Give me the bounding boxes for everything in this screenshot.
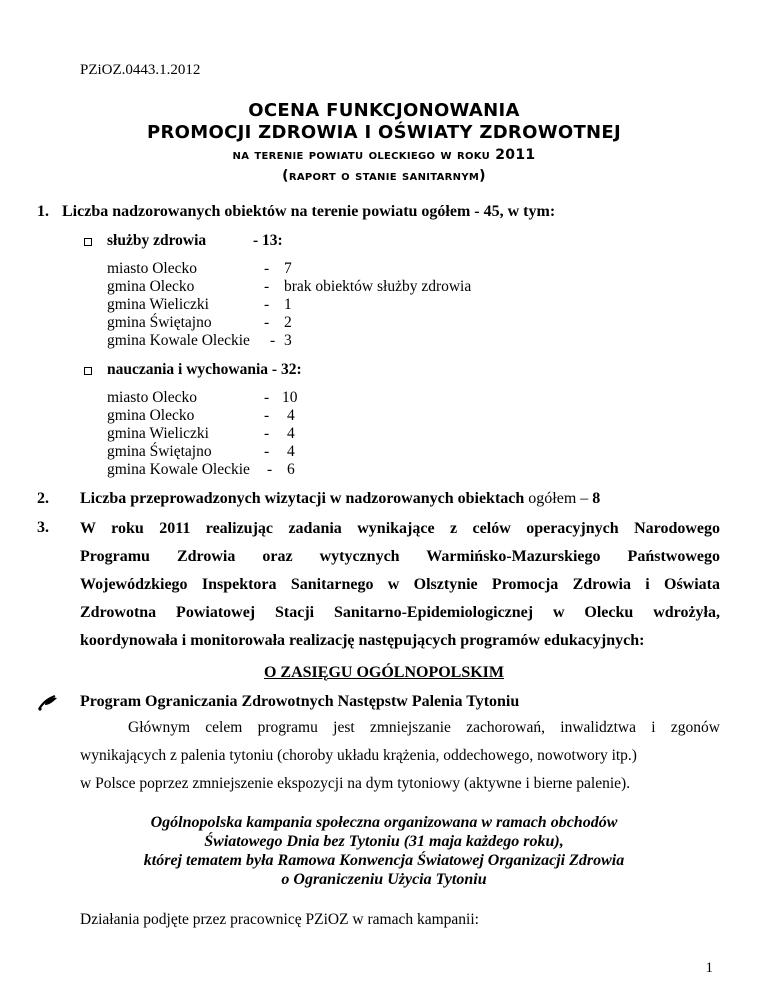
list-item-value: 7 (284, 260, 292, 277)
list-item-dash: - (264, 260, 270, 277)
campaign-line: Światowego Dnia bez Tytoniu (31 maja każdego roku), (204, 833, 564, 850)
section-3-number: 3. (37, 519, 49, 536)
document-reference: PZiOZ.0443.1.2012 (80, 62, 201, 78)
list-item-value: 6 (287, 461, 295, 478)
checkbox-bullet-icon (84, 367, 92, 375)
list-item-value: brak obiektów służby zdrowia (284, 278, 472, 295)
list-item-place: gmina Wieliczki (107, 296, 209, 313)
paragraph-line: koordynowała i monitorowała realizację następujących programów edukacyjnych: (80, 632, 645, 649)
list-item-value: 4 (287, 407, 295, 424)
list-item-place: gmina Kowale Oleckie (107, 332, 250, 349)
paragraph-line: Głównym celem programu jest zmniejszanie zachorowań, inwalidztwa i zgonów (128, 719, 720, 736)
list-item-place: gmina Olecko (107, 278, 195, 295)
list-item-place: gmina Świętajno (107, 443, 212, 460)
list-item-dash: - (264, 389, 270, 406)
section-2-bold: Liczba przeprowadzonych wizytacji w nadzorowanych obiektach (80, 490, 525, 507)
group-education-label: nauczania i wychowania - 32: (107, 361, 302, 378)
list-item-place: gmina Olecko (107, 407, 195, 424)
list-item-value: 10 (282, 389, 298, 406)
paragraph-line: Programu Zdrowia oraz wytycznych Warmińsko-Mazurskiego Państwowego (80, 548, 720, 565)
title-line-1: OCENA FUNKCJONOWANIA (248, 100, 520, 121)
section-3-paragraph (80, 519, 720, 659)
list-item-value: 2 (284, 314, 292, 331)
list-item-value: 1 (284, 296, 292, 313)
paragraph-line: wynikających z palenia tytoniu (choroby układu krążenia, oddechowego, nowotwory itp.) (80, 747, 637, 764)
list-item-dash: - (264, 407, 270, 424)
section-2-value: 8 (592, 490, 601, 507)
section-1-number: 1. (37, 203, 49, 220)
list-item-dash: - (264, 314, 270, 331)
paragraph-line: w Polsce poprzez zmniejszenie ekspozycji na dym tytoniowy (aktywne i bierne palenie). (80, 775, 631, 792)
list-item-dash: - (264, 278, 270, 295)
list-item-dash: - (264, 443, 270, 460)
national-scope-heading: O ZASIĘGU OGÓLNOPOLSKIM (263, 664, 505, 681)
actions-intro: Działania podjęte przez pracownicę PZiOZ w ramach kampanii: (80, 911, 479, 928)
paragraph-line: W roku 2011 realizując zadania wynikające z celów operacyjnych Narodowego (80, 520, 720, 537)
list-item-value: 4 (287, 443, 295, 460)
leaf-bullet-icon (37, 693, 59, 711)
title-line-4: (raport o stanie sanitarnym) (282, 168, 486, 184)
list-item-value: 3 (284, 332, 292, 349)
campaign-line: Ogólnopolska kampania społeczna organizowana w ramach obchodów (150, 814, 618, 831)
section-2-text (80, 490, 600, 508)
campaign-line: o Ograniczeniu Użycia Tytoniu (281, 871, 487, 888)
list-item-place: gmina Wieliczki (107, 425, 209, 442)
list-item-place: gmina Kowale Oleckie (107, 461, 250, 478)
list-item-place: miasto Olecko (107, 260, 197, 277)
title-line-3: na terenie powiatu oleckiego w roku 2011 (232, 147, 536, 163)
list-item-place: miasto Olecko (107, 389, 197, 406)
group-health-label: służby zdrowia (107, 232, 207, 249)
list-item-dash: - (264, 296, 270, 313)
paragraph-line: Zdrowotna Powiatowej Stacji Sanitarno-Epidemiologicznej w Olecku wdrożyła, (80, 604, 720, 621)
list-item-dash: - (267, 461, 273, 478)
section-1-heading: Liczba nadzorowanych obiektów na terenie powiatu ogółem - 45, w tym: (62, 203, 556, 220)
checkbox-bullet-icon (84, 238, 92, 246)
title-line-2: PROMOCJI ZDROWIA I OŚWIATY ZDROWOTNEJ (147, 122, 621, 143)
page-number: 1 (705, 960, 713, 976)
list-item-value: 4 (287, 425, 295, 442)
group-health-count: - 13: (253, 232, 283, 249)
program-title: Program Ograniczania Zdrowotnych Następstw Palenia Tytoniu (80, 693, 520, 710)
section-2-normal: ogółem – (528, 490, 589, 507)
paragraph-line: Wojewódzkiego Inspektora Sanitarnego w Olsztynie Promocja Zdrowia i Oświata (80, 576, 720, 593)
section-2-number: 2. (37, 490, 49, 507)
list-item-dash: - (264, 425, 270, 442)
list-item-place: gmina Świętajno (107, 314, 212, 331)
list-item-dash: - (270, 332, 276, 349)
campaign-line: której tematem była Ramowa Konwencja Światowej Organizacji Zdrowia (143, 852, 625, 869)
